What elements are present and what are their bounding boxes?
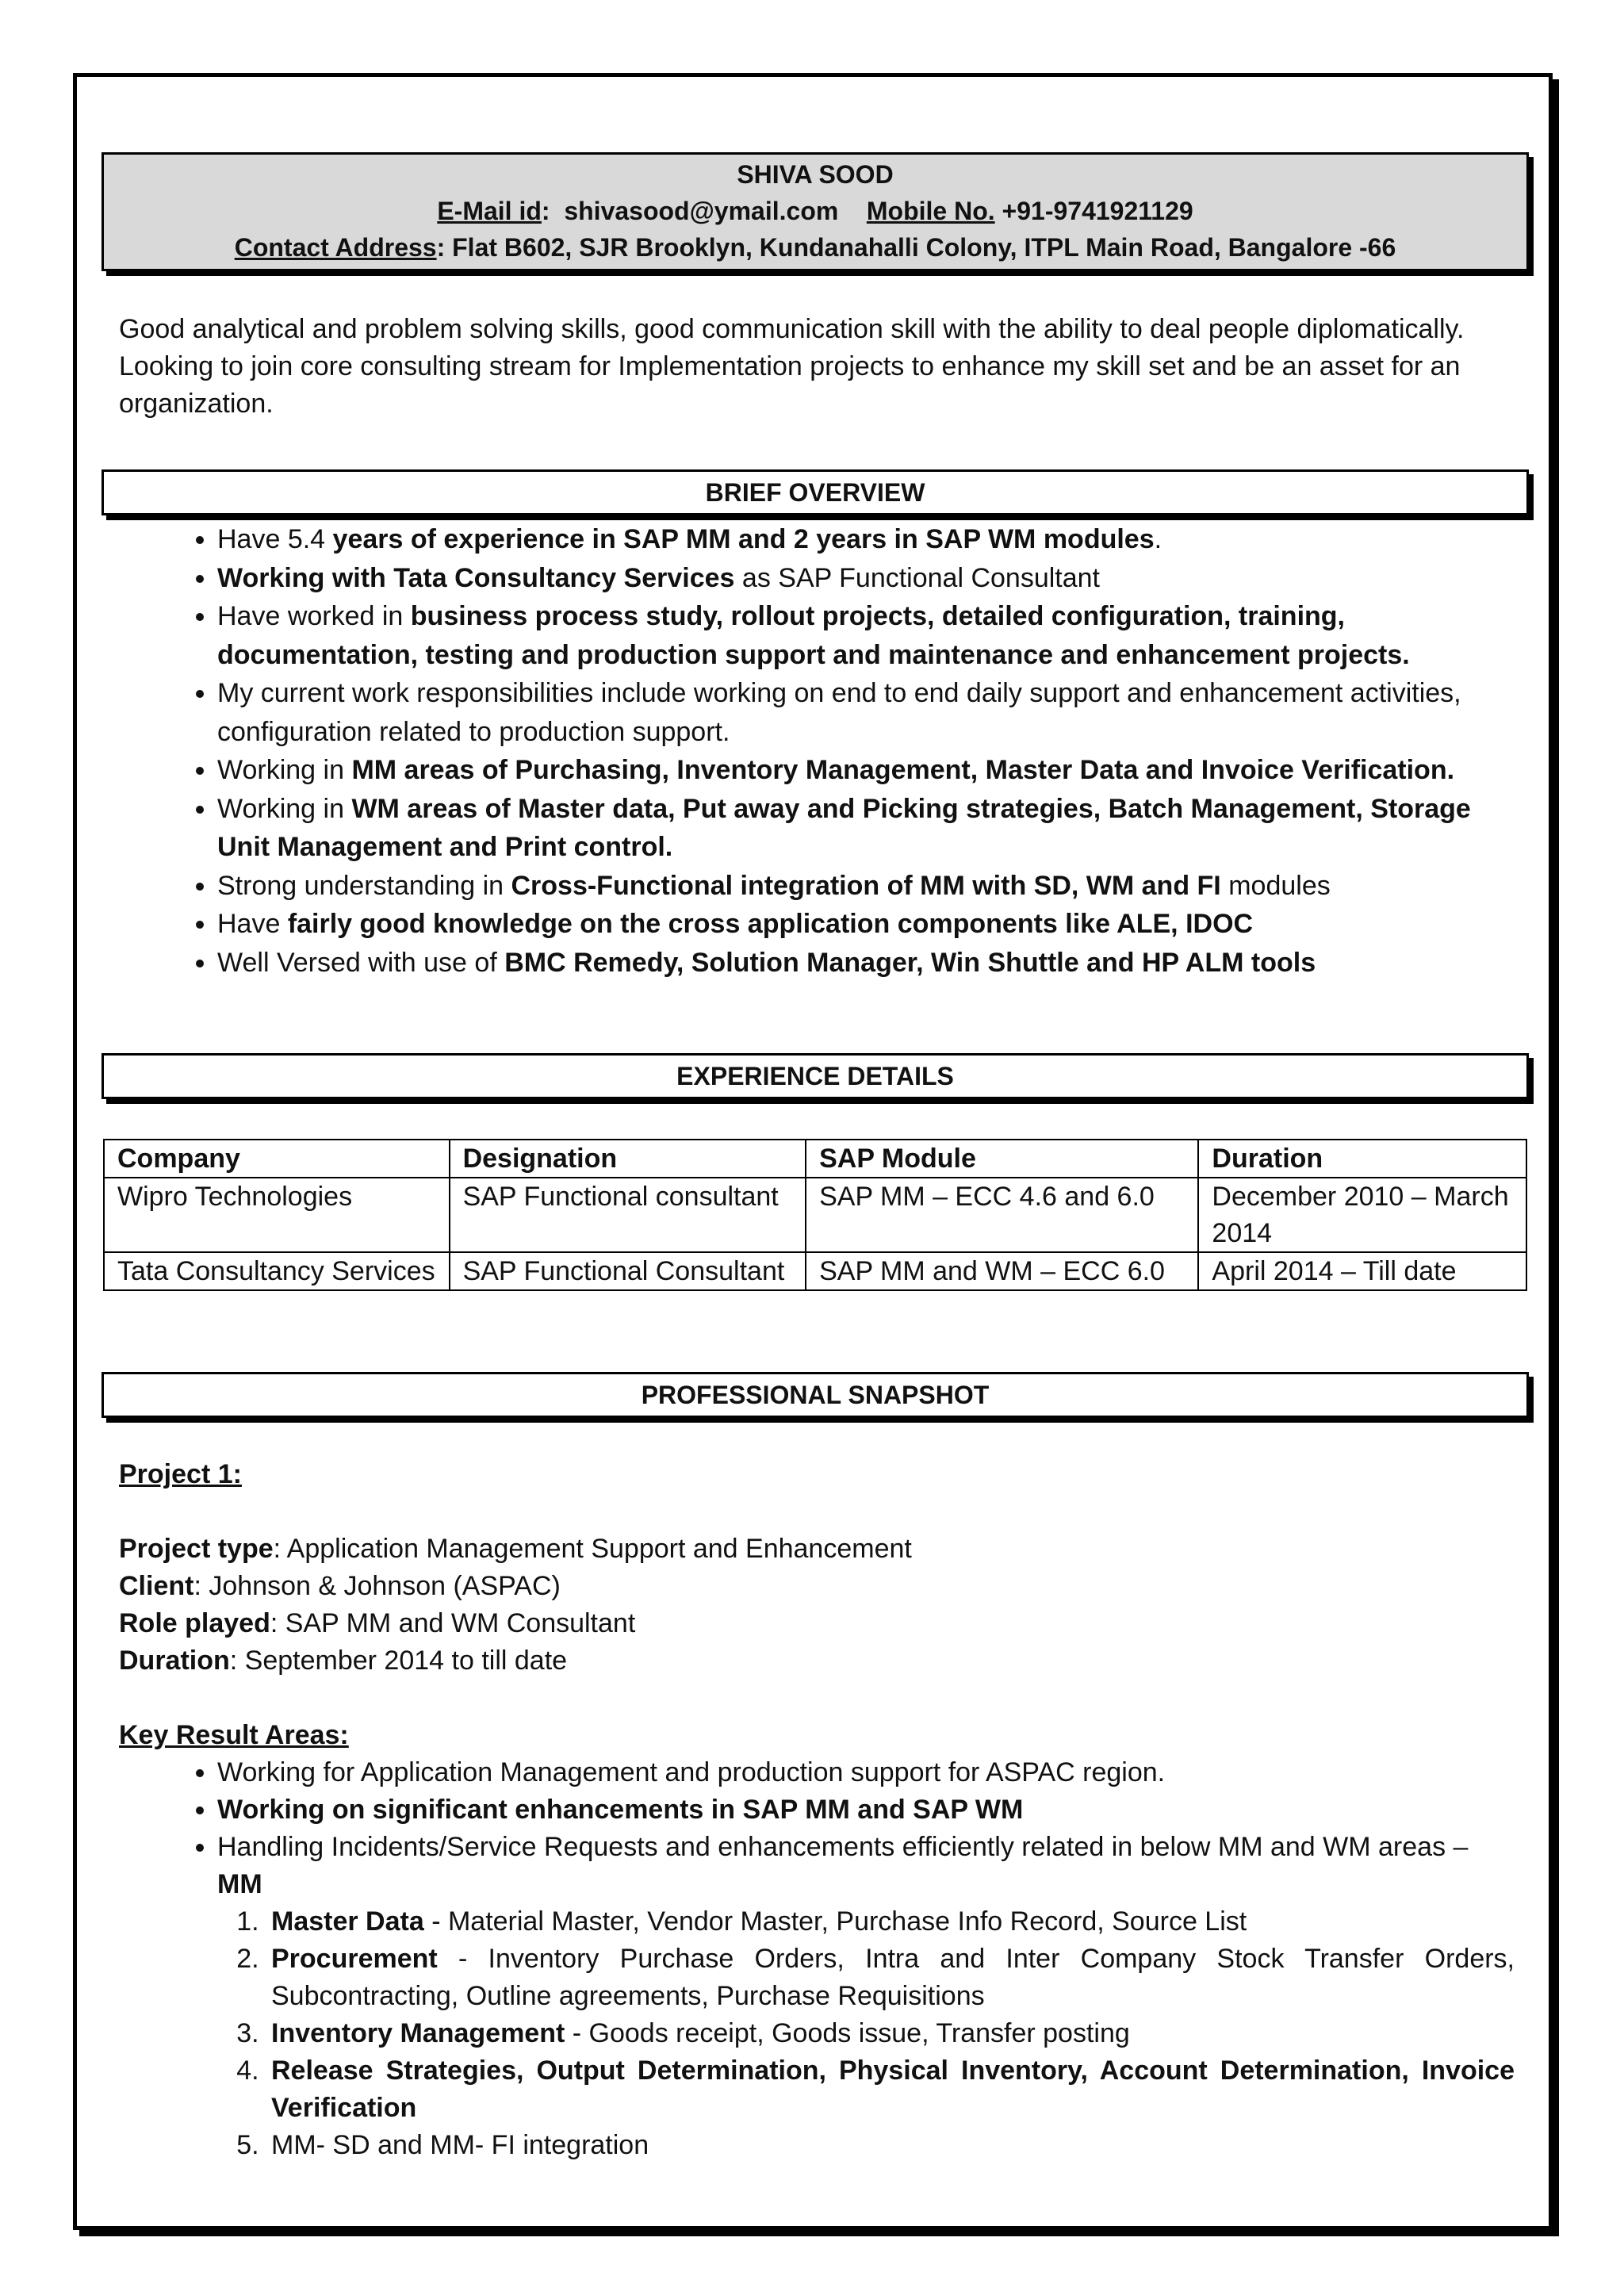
list-item: • Working in WM areas of Master data, Put away and Picking strategies, Batch Management, Storage Unit Management and Print control. xyxy=(217,790,1515,867)
table-row xyxy=(104,1178,1526,1252)
table-row xyxy=(104,1252,1526,1290)
table-cell: SAP Functional Consultant xyxy=(450,1252,806,1290)
email-value: shivasood@ymail.com xyxy=(564,197,839,225)
duration-line: Duration: September 2014 to till date xyxy=(119,1646,568,1676)
email-mobile-line: E-Mail id: shivasood@ymail.com Mobile No. +91-9741921129 xyxy=(437,197,1193,225)
list-item: • Working with Tata Consultancy Services as SAP Functional Consultant xyxy=(217,559,1515,598)
overview-list-block xyxy=(119,520,1515,982)
list-item: • Working on significant enhancements in SAP MM and SAP WM xyxy=(217,1791,1515,1829)
table-cell: Tata Consultancy Services xyxy=(104,1252,450,1290)
project-title: Project 1: xyxy=(119,1459,242,1489)
list-item: • Well Versed with use of BMC Remedy, Solution Manager, Win Shuttle and HP ALM tools xyxy=(217,944,1515,983)
summary xyxy=(119,311,1515,423)
list-item: • Have worked in business process study, rollout projects, detailed configuration, training, documentation, testing and production support and maintenance and enhancement projects. xyxy=(217,597,1515,674)
overview-list xyxy=(119,520,1515,982)
brief-overview-title: BRIEF OVERVIEW xyxy=(705,478,925,507)
list-item: • Handling Incidents/Service Requests and enhancements efficiently related in below MM and WM areas – MM xyxy=(217,1829,1515,1903)
table-cell: SAP MM and WM – ECC 6.0 xyxy=(806,1252,1198,1290)
column-header: Duration xyxy=(1198,1140,1526,1178)
experience-title: EXPERIENCE DETAILS xyxy=(676,1062,954,1090)
kra-title: Key Result Areas: xyxy=(119,1720,349,1750)
table-cell: Wipro Technologies xyxy=(104,1178,450,1252)
list-item: • Have fairly good knowledge on the cross application components like ALE, IDOC xyxy=(217,905,1515,944)
client-line: Client: Johnson & Johnson (ASPAC) xyxy=(119,1571,561,1601)
table-cell: December 2010 – March 2014 xyxy=(1198,1178,1526,1252)
email-label: E-Mail id xyxy=(437,197,542,225)
mm-areas-list xyxy=(119,1903,1515,2164)
table-cell: April 2014 – Till date xyxy=(1198,1252,1526,1290)
table-header-row xyxy=(104,1140,1526,1178)
list-item: 3. Inventory Management - Goods receipt, Goods issue, Transfer posting xyxy=(266,2015,1515,2052)
role-line: Role played: SAP MM and WM Consultant xyxy=(119,1608,636,1638)
list-item: 5. MM- SD and MM- FI integration xyxy=(266,2127,1515,2164)
address-value: Flat B602, SJR Brooklyn, Kundanahalli Colony, ITPL Main Road, Bangalore -66 xyxy=(452,233,1396,262)
snapshot-header xyxy=(102,1372,1529,1418)
table-cell: SAP MM – ECC 4.6 and 6.0 xyxy=(806,1178,1198,1252)
snapshot-title: PROFESSIONAL SNAPSHOT xyxy=(641,1381,990,1409)
mobile-label: Mobile No. xyxy=(866,197,995,225)
project-block xyxy=(119,1456,1515,2164)
column-header: Company xyxy=(104,1140,450,1178)
table-cell: SAP Functional consultant xyxy=(450,1178,806,1252)
address-label: Contact Address xyxy=(234,233,437,262)
list-item: 2. Procurement - Inventory Purchase Orders, Intra and Inter Company Stock Transfer Orders, Subcontracting, Outline agreements, Purchase Requisitions xyxy=(266,1941,1515,2015)
address-line: Contact Address: Flat B602, SJR Brooklyn, Kundanahalli Colony, ITPL Main Road, Bangalore -66 xyxy=(234,233,1396,262)
experience-table xyxy=(103,1139,1527,1291)
list-item: • Have 5.4 years of experience in SAP MM and 2 years in SAP WM modules. xyxy=(217,520,1515,559)
column-header: Designation xyxy=(450,1140,806,1178)
column-header: SAP Module xyxy=(806,1140,1198,1178)
list-item: 1. Master Data - Material Master, Vendor Master, Purchase Info Record, Source List xyxy=(266,1903,1515,1941)
summary-text: Good analytical and problem solving skills, good communication skill with the ability to deal people diplomatically. Looking to join core consulting stream for Implementation projects to enhance my skill set and be an asset for an organization. xyxy=(119,314,1465,419)
candidate-name: SHIVA SOOD xyxy=(737,160,894,189)
experience-header xyxy=(102,1053,1529,1099)
brief-overview-header xyxy=(102,469,1529,515)
contact-header xyxy=(102,152,1529,271)
project-type-line: Project type: Application Management Support and Enhancement xyxy=(119,1534,912,1564)
list-item: • Strong understanding in Cross-Functional integration of MM with SD, WM and FI modules xyxy=(217,867,1515,906)
list-item: 4. Release Strategies, Output Determination, Physical Inventory, Account Determination, Invoice Verification xyxy=(266,2052,1515,2127)
kra-list xyxy=(119,1754,1515,1903)
list-item: • Working for Application Management and production support for ASPAC region. xyxy=(217,1754,1515,1791)
mobile-value: +91-9741921129 xyxy=(1002,197,1193,225)
list-item: • My current work responsibilities include working on end to end daily support and enhancement activities, configuration related to production support. xyxy=(217,674,1515,751)
list-item: • Working in MM areas of Purchasing, Inventory Management, Master Data and Invoice Verification. xyxy=(217,751,1515,790)
